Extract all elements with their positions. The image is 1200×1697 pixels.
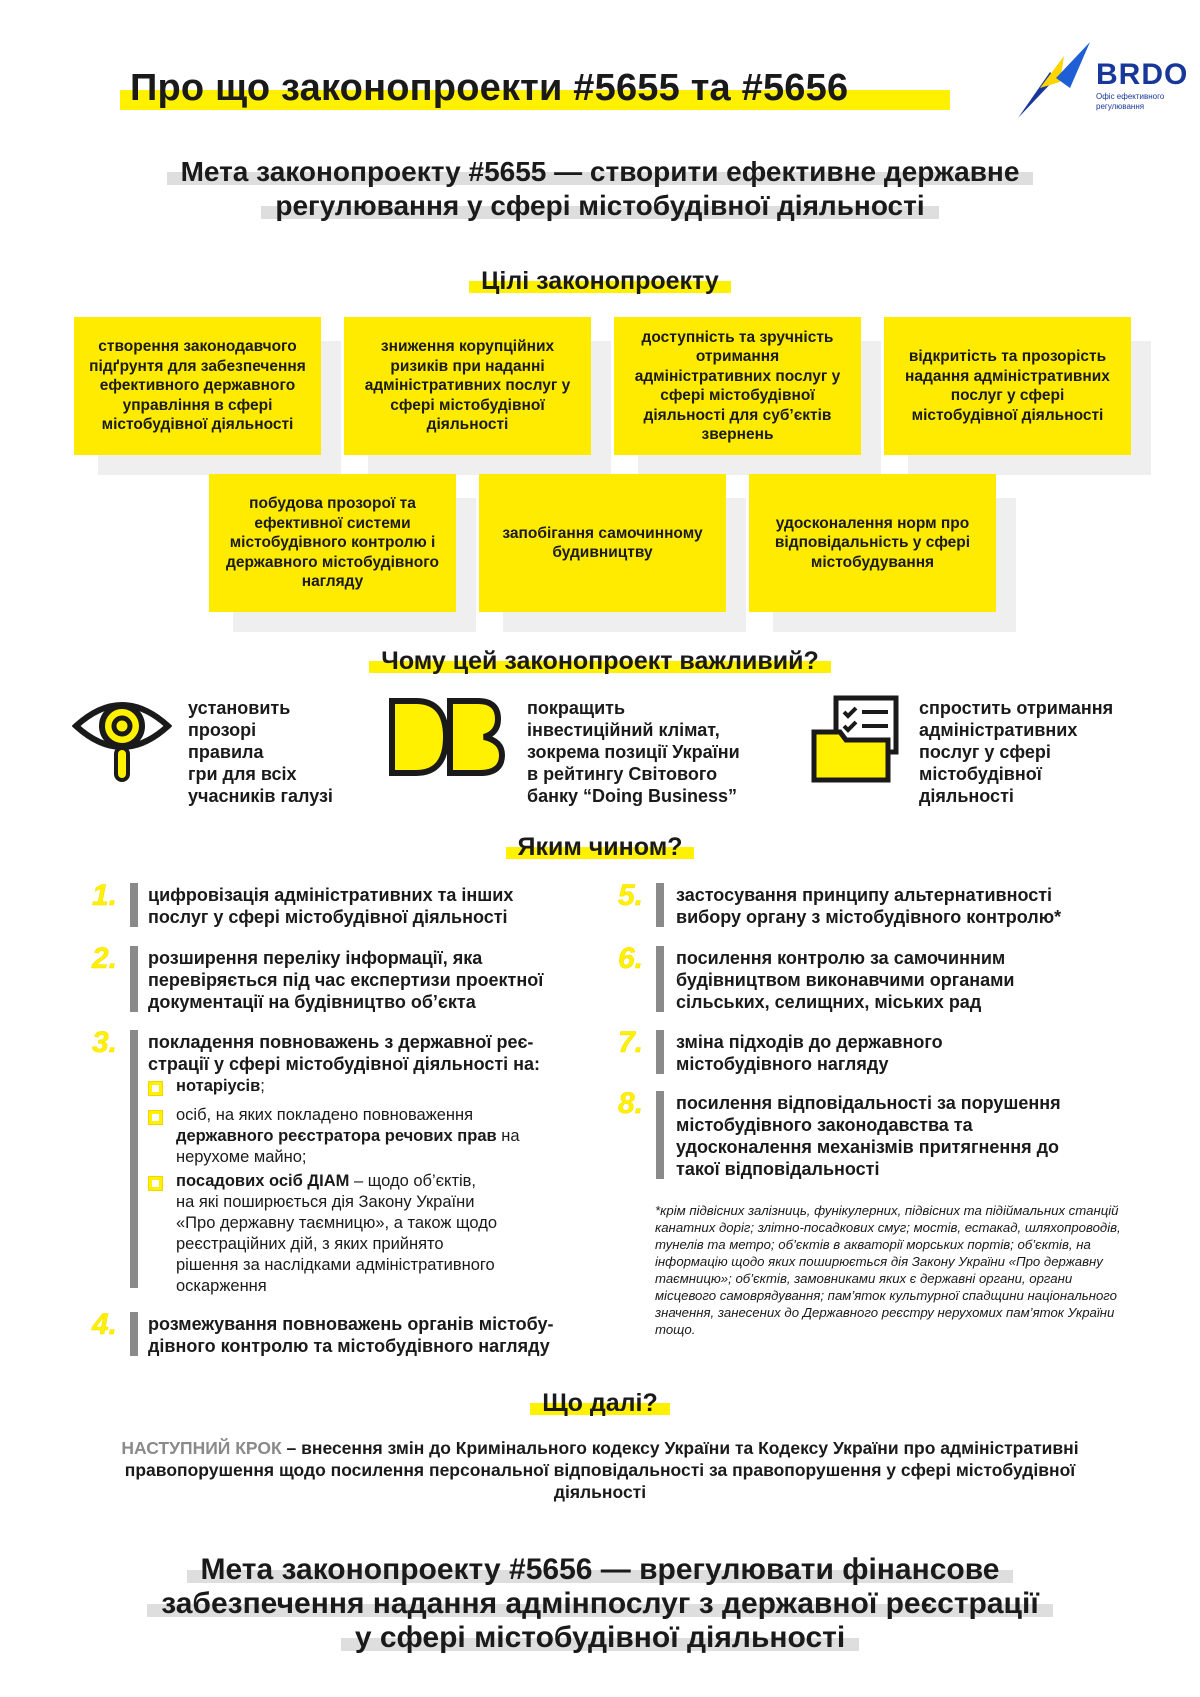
how-item-3 — [148, 1031, 618, 1075]
how-item-5 — [676, 884, 1156, 928]
how-item-7 — [676, 1031, 1156, 1075]
goal-text: удосконалення норм про відповідальність у сфері містобудування — [774, 514, 971, 571]
item-line: посилення контролю за самочинним — [676, 948, 1006, 968]
next-step-label: НАСТУПНИЙ КРОК — [121, 1438, 282, 1458]
item-line: перевіряється під час експертизи проектної — [148, 970, 544, 990]
goal-text: створення законодавчого підґрунтя для забезпечення ефективного державного управління в сфері містобудівної діяльності — [89, 338, 306, 434]
doing-business-label: DB — [388, 697, 390, 698]
doing-business-icon — [388, 697, 506, 777]
item-number-7: 7. — [618, 1026, 644, 1059]
importance-line: послуг у сфері — [919, 742, 1051, 762]
item-line: страції у сфері містобудівної діяльності на: — [148, 1054, 541, 1074]
sub-bold: нотаріусів — [176, 1077, 261, 1095]
goal-5655-line-1: Мета законопроекту #5655 — створити ефективне державне — [167, 155, 1034, 189]
goal-text: доступність та зручність отримання адміністративних послуг у сфері містобудівної діяльності для суб’єктів звернень — [634, 328, 841, 443]
logo-wordmark: BRDO — [1096, 58, 1189, 91]
importance-line: правила — [188, 742, 264, 762]
item-line: будівництвом виконавчими органами — [676, 970, 1015, 990]
sub-line: оскарження — [176, 1277, 267, 1295]
importance-heading-text: Чому цей законопроект важливий? — [369, 646, 830, 676]
item-bar-1 — [130, 883, 138, 927]
importance-line: установить — [188, 698, 291, 718]
next-heading — [0, 1388, 1200, 1418]
next-step — [120, 1437, 1080, 1503]
item-line: удосконалення механізмів притягнення до — [676, 1137, 1060, 1157]
how-item-2 — [148, 947, 618, 1013]
item-bar-5 — [656, 883, 664, 927]
importance-line: зокрема позиції України — [527, 742, 740, 762]
sub-item-notaries — [176, 1076, 596, 1097]
item-bar-4 — [130, 1312, 138, 1356]
goal-text: відкритість та прозорість надання адміністративних послуг у сфері містобудівної діяльності — [905, 348, 1110, 424]
goal-5656-line-3: у сфері містобудівної діяльності — [341, 1621, 859, 1655]
item-line: послуг у сфері містобудівної діяльності — [148, 907, 508, 927]
item-line: розширення переліку інформації, яка — [148, 948, 483, 968]
importance-line: інвестиційний клімат, — [527, 720, 720, 740]
item-line: розмежування повноважень органів містобу- — [148, 1314, 554, 1334]
sub-tail: – щодо об’єктів, — [349, 1172, 477, 1190]
goal-box-1 — [74, 317, 321, 455]
item-bar-3 — [130, 1030, 138, 1288]
brdo-logo — [1010, 38, 1189, 122]
goal-5656-line-2: забезпечення надання адмінпослуг з державної реєстрації — [147, 1587, 1053, 1621]
footnote: *крім підвісних залізниць, фунікулерних, підвісних та підіймальних станцій канатних доріг; злітно-посадкових смуг; мостів, естакад, шляхопроводів, тунелів та метро; об’єктів в акваторії морських портів; об’єктів, на інформацію щодо яких поширюється дія Закону України «Про державну таємницю»; об’єктів, замовниками яких є державні органи, органи місцевого самоврядування; пам’яток культурної спадщини національного значення, занесених до Державного реєстру нерухомих пам’яток України тощо. — [655, 1203, 1121, 1337]
eye-magnifier-icon — [72, 698, 172, 784]
next-heading-text: Що далі? — [530, 1388, 670, 1418]
importance-text-1 — [188, 697, 358, 807]
sub-tail: на — [496, 1127, 520, 1145]
item-bar-7 — [656, 1030, 664, 1074]
importance-line: учасників галузі — [188, 786, 333, 806]
goal-5656-line-1: Мета законопроекту #5656 — врегулювати фінансове — [187, 1553, 1014, 1587]
importance-line: покращить — [527, 698, 626, 718]
logo-subtitle: Офіс ефективного регулювання — [1096, 92, 1165, 111]
importance-line: спростить отримання — [919, 698, 1114, 718]
item-line: дівного контролю та містобудівного нагляду — [148, 1336, 550, 1356]
importance-line: містобудівної — [919, 764, 1042, 784]
item-number-6: 6. — [618, 942, 644, 975]
goal-text: запобігання самочинному будивництву — [502, 524, 703, 561]
item-number-4: 4. — [92, 1308, 118, 1341]
item-line: містобудівного нагляду — [676, 1054, 889, 1074]
sub-tail: ; — [260, 1077, 265, 1095]
goal-5655-line-2: регулювання у сфері містобудівної діяльності — [261, 189, 938, 223]
item-line: такої відповідальності — [676, 1159, 880, 1179]
goal-box-5 — [209, 474, 456, 612]
sub-bold: посадових осіб ДІАМ — [176, 1172, 350, 1190]
how-item-6 — [676, 947, 1156, 1013]
item-number-8: 8. — [618, 1087, 644, 1120]
page-title — [120, 62, 940, 120]
bullet-icon — [149, 1177, 162, 1190]
goal-5655-headline — [0, 155, 1200, 223]
goal-box-4 — [884, 317, 1131, 455]
sub-line: «Про державну таємницю», а також щодо — [176, 1214, 498, 1232]
goals-heading — [0, 266, 1200, 296]
item-line: цифровізація адміністративних та інших — [148, 885, 514, 905]
item-number-1: 1. — [92, 879, 118, 912]
bullet-icon — [149, 1111, 162, 1124]
goal-text: побудова прозорої та ефективної системи містобудівного контролю і державного містобудівного нагляду — [226, 495, 439, 591]
item-line: посилення відповідальності за порушення — [676, 1093, 1061, 1113]
item-line: документації на будівництво об’єкта — [148, 992, 476, 1012]
sub-line: на які поширюється дія Закону України — [176, 1193, 475, 1211]
goal-box-6 — [479, 474, 726, 612]
how-item-4 — [148, 1313, 618, 1357]
importance-line: гри для всіх — [188, 764, 297, 784]
item-bar-2 — [130, 946, 138, 1012]
item-number-3: 3. — [92, 1026, 118, 1059]
how-heading-text: Яким чином? — [506, 832, 695, 862]
checklist-folder-icon — [810, 694, 902, 784]
importance-line: в рейтингу Світового — [527, 764, 718, 784]
importance-text-3 — [919, 697, 1149, 807]
importance-heading — [0, 646, 1200, 676]
sub-line: рішення за наслідками адміністративного — [176, 1256, 495, 1274]
item-line: вибору органу з містобудівного контролю* — [676, 907, 1062, 927]
item-line: сільських, селищних, міських рад — [676, 992, 982, 1012]
sub-line: реєстраційних дій, з яких прийнято — [176, 1235, 444, 1253]
item-number-5: 5. — [618, 879, 644, 912]
importance-line: діяльності — [919, 786, 1014, 806]
goal-box-2 — [344, 317, 591, 455]
how-item-1 — [148, 884, 618, 928]
goal-box-3 — [614, 317, 861, 455]
sub-item-diam — [176, 1171, 596, 1297]
item-bar-8 — [656, 1091, 664, 1179]
item-bar-6 — [656, 946, 664, 1012]
next-step-text: – внесення змін до Кримінального кодексу України та Кодексу України про адміністративні правопорушення щодо посилення персональної відповідальності за правопорушення у сфері містобудівної діяльності — [124, 1438, 1079, 1502]
item-number-2: 2. — [92, 942, 118, 975]
how-heading — [0, 832, 1200, 862]
brdo-logo-icon — [1010, 38, 1094, 122]
goals-heading-text: Цілі законопроекту — [469, 266, 731, 296]
item-line: застосування принципу альтернативності — [676, 885, 1053, 905]
sub-bold: державного реєстратора речових прав — [176, 1127, 497, 1145]
item-line: містобудівного законодавства та — [676, 1115, 973, 1135]
sub-line: нерухоме майно; — [176, 1148, 307, 1166]
importance-line: прозорі — [188, 720, 257, 740]
importance-line: банку “Doing Business” — [527, 786, 738, 806]
importance-text-2 — [527, 697, 787, 807]
bullet-icon — [149, 1082, 162, 1095]
goal-text: зниження корупційних ризиків при наданні адміністративних послуг у сфері містобудівної діяльності — [364, 338, 571, 434]
title-text: Про що законопроекти #5655 та #5656 — [130, 67, 849, 109]
item-line: зміна підходів до державного — [676, 1032, 943, 1052]
item-line: покладення повноважень з державної реє- — [148, 1032, 534, 1052]
goal-5656-headline — [0, 1553, 1200, 1655]
how-item-8 — [676, 1092, 1156, 1180]
sub-line: осіб, на яких покладено повноваження — [176, 1106, 474, 1124]
sub-item-registrar — [176, 1105, 596, 1168]
goal-box-7 — [749, 474, 996, 612]
importance-line: адміністративних — [919, 720, 1078, 740]
